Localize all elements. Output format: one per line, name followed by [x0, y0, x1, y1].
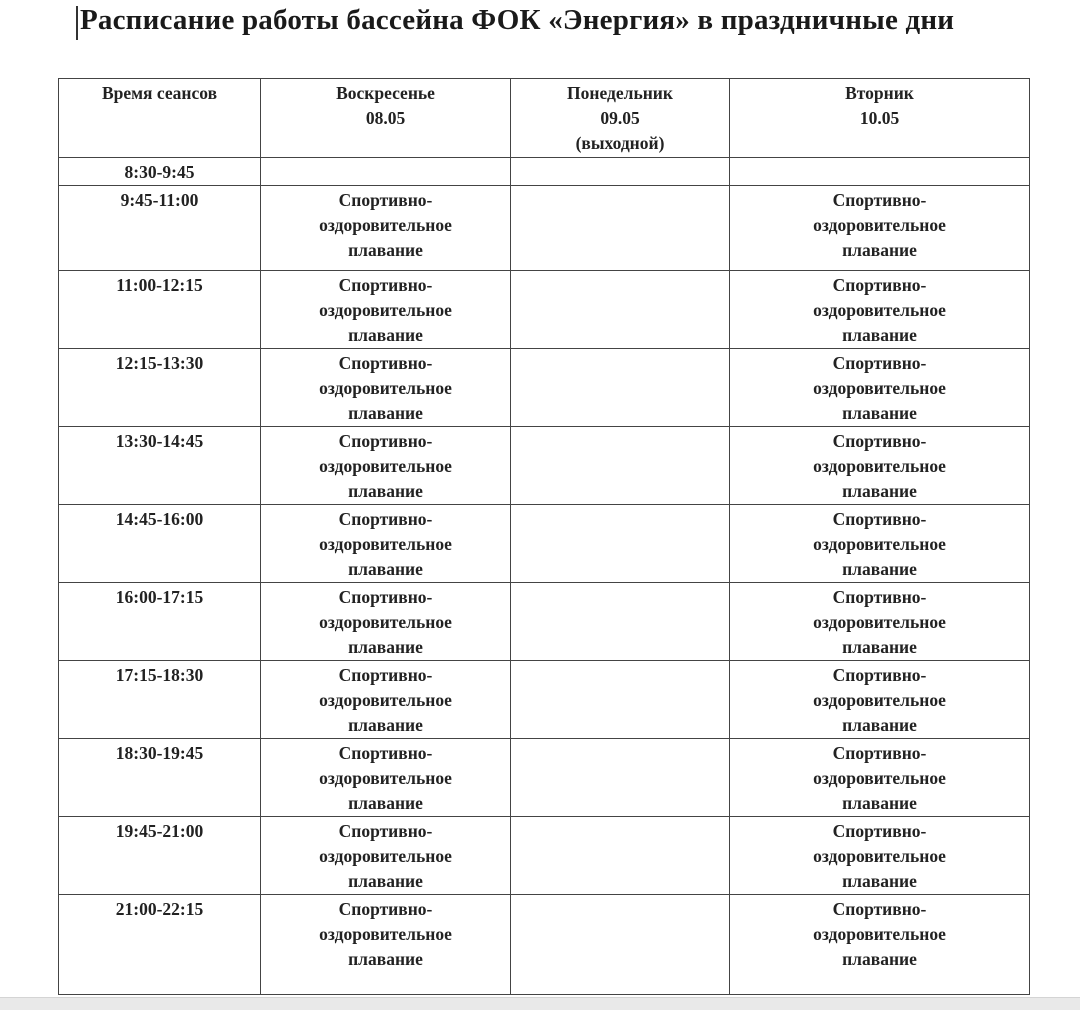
activity-label-line: плавание	[348, 871, 423, 891]
activity-label-line: плавание	[348, 325, 423, 345]
header-text-line: (выходной)	[575, 133, 665, 153]
sunday-cell	[261, 349, 511, 427]
tuesday-cell	[730, 583, 1030, 661]
activity-label-line: Спортивно-	[832, 190, 927, 210]
session-time-cell	[59, 186, 261, 271]
activity-label-line: Спортивно-	[338, 431, 433, 451]
table-row	[59, 186, 1030, 271]
activity-label-line: плавание	[348, 559, 423, 579]
header-text-line: 09.05	[600, 108, 640, 128]
activity-label	[261, 271, 510, 348]
activity-label-line: оздоровительное	[319, 846, 452, 866]
activity-label-line: оздоровительное	[319, 612, 452, 632]
activity-label	[730, 427, 1029, 504]
activity-label-line: плавание	[348, 637, 423, 657]
activity-label-line: Спортивно-	[832, 353, 927, 373]
header-time	[59, 79, 261, 158]
activity-label	[730, 583, 1029, 660]
activity-label-line: Спортивно-	[338, 821, 433, 841]
activity-label-line: оздоровительное	[813, 534, 946, 554]
session-time: 16:00-17:15	[115, 587, 204, 607]
activity-label-line: Спортивно-	[832, 431, 927, 451]
table-row	[59, 427, 1030, 505]
session-time-cell	[59, 271, 261, 349]
session-time-cell	[59, 661, 261, 739]
activity-label-line: плавание	[842, 949, 917, 969]
monday-cell	[511, 349, 730, 427]
activity-label-line: оздоровительное	[813, 768, 946, 788]
session-time: 18:30-19:45	[115, 743, 204, 763]
activity-label	[261, 895, 510, 972]
activity-label	[261, 817, 510, 894]
activity-label-line: плавание	[348, 793, 423, 813]
session-time-cell	[59, 427, 261, 505]
activity-label	[261, 349, 510, 426]
monday-cell	[511, 158, 730, 186]
activity-label-line: плавание	[842, 240, 917, 260]
activity-label-line: оздоровительное	[813, 300, 946, 320]
tuesday-cell	[730, 427, 1030, 505]
header-monday	[511, 79, 730, 158]
activity-label-line: Спортивно-	[338, 743, 433, 763]
table-body	[59, 158, 1030, 995]
activity-label-line: плавание	[348, 715, 423, 735]
activity-label	[730, 817, 1029, 894]
session-time: 11:00-12:15	[116, 275, 203, 295]
activity-label-line: Спортивно-	[338, 509, 433, 529]
activity-label-line: оздоровительное	[813, 612, 946, 632]
header-text-line: 10.05	[859, 108, 900, 128]
sunday-cell	[261, 186, 511, 271]
activity-label-line: плавание	[348, 949, 423, 969]
session-time: 13:30-14:45	[115, 431, 204, 451]
header-text-line: Время сеансов	[101, 83, 218, 103]
activity-label-line: плавание	[842, 403, 917, 423]
activity-label	[730, 895, 1029, 972]
activity-label-line: плавание	[842, 637, 917, 657]
table-row	[59, 661, 1030, 739]
session-time-cell	[59, 583, 261, 661]
activity-label-line: оздоровительное	[813, 690, 946, 710]
activity-label-line: плавание	[348, 403, 423, 423]
activity-label-line: оздоровительное	[319, 690, 452, 710]
activity-label	[261, 583, 510, 660]
session-time-cell	[59, 158, 261, 186]
activity-label-line: Спортивно-	[338, 587, 433, 607]
sunday-cell	[261, 661, 511, 739]
activity-label-line: оздоровительное	[319, 378, 452, 398]
activity-label-line: оздоровительное	[813, 456, 946, 476]
activity-label-line: оздоровительное	[319, 924, 452, 944]
sunday-cell	[261, 583, 511, 661]
activity-label-line: Спортивно-	[832, 509, 927, 529]
monday-cell	[511, 271, 730, 349]
session-time-cell	[59, 739, 261, 817]
sunday-cell	[261, 739, 511, 817]
session-time: 14:45-16:00	[115, 509, 204, 529]
tuesday-cell	[730, 817, 1030, 895]
activity-label-line: оздоровительное	[319, 456, 452, 476]
table-row	[59, 271, 1030, 349]
session-time-cell	[59, 895, 261, 995]
activity-label	[261, 505, 510, 582]
sunday-cell	[261, 895, 511, 995]
sunday-cell	[261, 271, 511, 349]
activity-label-line: Спортивно-	[832, 899, 927, 919]
tuesday-cell	[730, 661, 1030, 739]
activity-label	[730, 186, 1029, 263]
monday-cell	[511, 661, 730, 739]
activity-label-line: оздоровительное	[319, 300, 452, 320]
activity-label	[261, 427, 510, 504]
activity-label-line: оздоровительное	[813, 378, 946, 398]
activity-label-line: Спортивно-	[832, 665, 927, 685]
monday-cell	[511, 505, 730, 583]
activity-label-line: оздоровительное	[319, 534, 452, 554]
activity-label	[261, 739, 510, 816]
sunday-cell	[261, 817, 511, 895]
activity-label-line: оздоровительное	[813, 846, 946, 866]
session-time: 9:45-11:00	[120, 190, 199, 210]
session-time: 21:00-22:15	[115, 899, 204, 919]
activity-label-line: плавание	[842, 559, 917, 579]
header-text-line: 08.05	[365, 108, 406, 128]
sunday-cell	[261, 505, 511, 583]
header-text-line: Понедельник	[567, 83, 673, 103]
tuesday-cell	[730, 349, 1030, 427]
monday-cell	[511, 186, 730, 271]
activity-label-line: плавание	[348, 481, 423, 501]
tuesday-cell	[730, 271, 1030, 349]
activity-label-line: Спортивно-	[338, 353, 433, 373]
header-text-line: Воскресенье	[336, 83, 435, 103]
activity-label	[730, 661, 1029, 738]
activity-label	[261, 186, 510, 263]
activity-label	[730, 739, 1029, 816]
activity-label-line: оздоровительное	[319, 215, 452, 235]
tuesday-cell	[730, 505, 1030, 583]
monday-cell	[511, 817, 730, 895]
monday-cell	[511, 739, 730, 817]
activity-label-line: Спортивно-	[832, 587, 927, 607]
page-title: Расписание работы бассейна ФОК «Энергия» в праздничные дни	[80, 4, 955, 36]
table-row	[59, 158, 1030, 186]
header-sunday	[261, 79, 511, 158]
session-time: 8:30-9:45	[124, 162, 195, 182]
activity-label-line: Спортивно-	[832, 275, 927, 295]
activity-label	[730, 349, 1029, 426]
activity-label	[730, 271, 1029, 348]
activity-label-line: Спортивно-	[832, 743, 927, 763]
tuesday-cell	[730, 186, 1030, 271]
bottom-scrollbar-area	[0, 997, 1080, 1010]
schedule-table	[58, 78, 1030, 995]
tuesday-cell	[730, 895, 1030, 995]
monday-cell	[511, 583, 730, 661]
activity-label	[730, 505, 1029, 582]
table-row	[59, 817, 1030, 895]
activity-label-line: плавание	[842, 871, 917, 891]
activity-label-line: оздоровительное	[319, 768, 452, 788]
activity-label-line: плавание	[842, 481, 917, 501]
table-row	[59, 739, 1030, 817]
sunday-cell	[261, 427, 511, 505]
activity-label-line: плавание	[348, 240, 423, 260]
table-row	[59, 895, 1030, 995]
activity-label-line: Спортивно-	[338, 899, 433, 919]
session-time-cell	[59, 817, 261, 895]
text-cursor	[76, 6, 78, 40]
monday-cell	[511, 895, 730, 995]
table-row	[59, 505, 1030, 583]
tuesday-cell	[730, 158, 1030, 186]
activity-label-line: оздоровительное	[813, 924, 946, 944]
activity-label-line: оздоровительное	[813, 215, 946, 235]
table-header-row	[59, 79, 1030, 158]
table-row	[59, 349, 1030, 427]
session-time: 19:45-21:00	[115, 821, 204, 841]
activity-label-line: плавание	[842, 793, 917, 813]
activity-label-line: Спортивно-	[338, 275, 433, 295]
header-tuesday	[730, 79, 1030, 158]
session-time: 17:15-18:30	[115, 665, 204, 685]
monday-cell	[511, 427, 730, 505]
activity-label-line: плавание	[842, 715, 917, 735]
session-time-cell	[59, 349, 261, 427]
activity-label-line: плавание	[842, 325, 917, 345]
header-text-line: Вторник	[845, 83, 914, 103]
sunday-cell	[261, 158, 511, 186]
tuesday-cell	[730, 739, 1030, 817]
activity-label-line: Спортивно-	[338, 665, 433, 685]
table-row	[59, 583, 1030, 661]
session-time: 12:15-13:30	[115, 353, 204, 373]
activity-label	[261, 661, 510, 738]
activity-label-line: Спортивно-	[832, 821, 927, 841]
activity-label-line: Спортивно-	[338, 190, 433, 210]
session-time-cell	[59, 505, 261, 583]
